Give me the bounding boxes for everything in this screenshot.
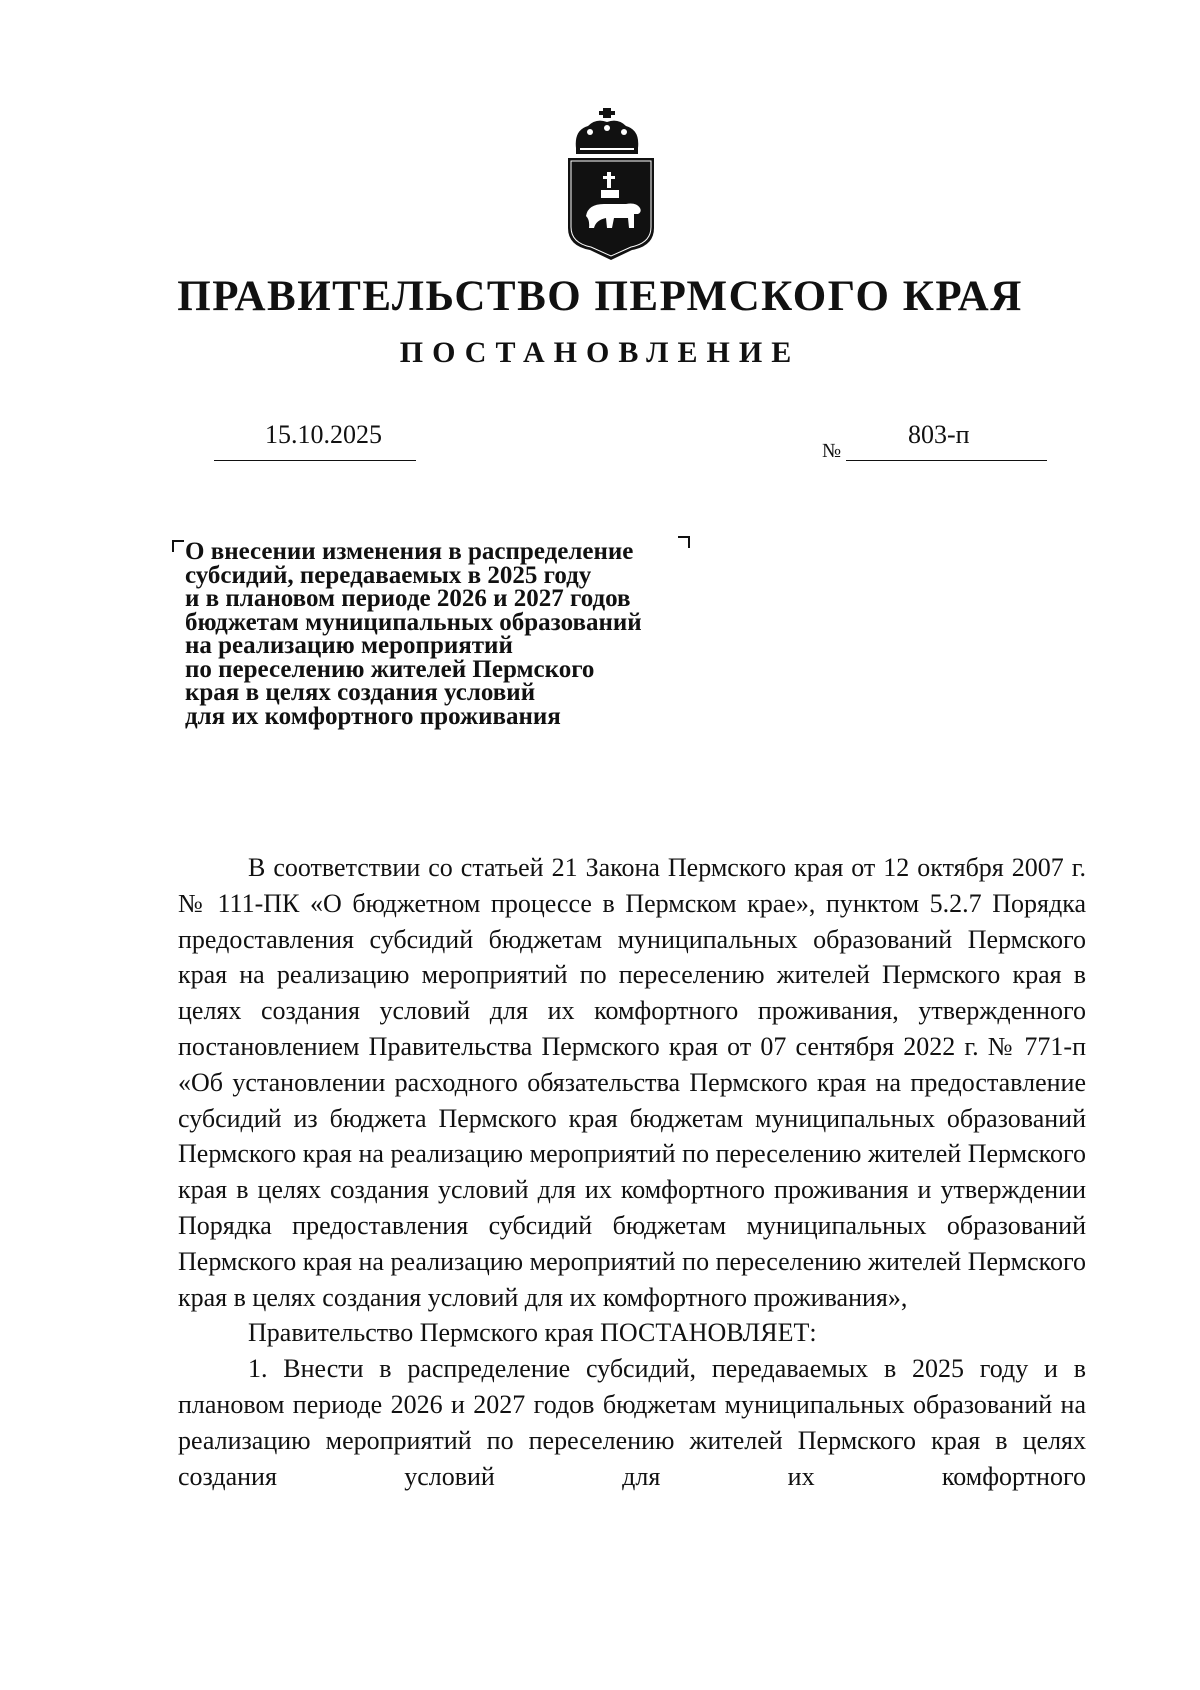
document-subject bbox=[185, 540, 705, 728]
item-1-paragraph: 1. Внести в распределение субсидий, передаваемых в 2025 году и в плановом периоде 2026 и 2027 годов бюджетам муниципальных образований на реализацию мероприятий по переселению жителей Пермского края в целях создания условий для их комфортного bbox=[178, 1354, 1086, 1491]
perm-krai-coat-of-arms-icon bbox=[566, 108, 656, 260]
subject-line: для их комфортного проживания bbox=[185, 702, 561, 730]
number-label: № bbox=[822, 440, 842, 462]
number-underline bbox=[846, 460, 1047, 461]
subject-corner-mark bbox=[172, 540, 184, 552]
government-title: ПРАВИТЕЛЬСТВО ПЕРМСКОГО КРАЯ bbox=[177, 273, 1023, 320]
subject-line: края в целях создания условий bbox=[185, 679, 536, 706]
subject-line: на реализацию мероприятий bbox=[185, 632, 513, 659]
subject-line: О внесении изменения в распределение bbox=[185, 538, 634, 565]
subject-line: по переселению жителей Пермского bbox=[185, 655, 595, 683]
preamble-paragraph: В соответствии со статьей 21 Закона Пермского края от 12 октября 2007 г. № 111-ПК «О бюджетном процессе в Пермском крае», пунктом 5.2.7 Порядка предоставления субсидий бюджетам муниципальных образований Пермского края на реализацию мероприятий по переселению жителей Пермского края в целях создания условий для их комфортного проживания, утвержденного постановлением Правительства Пермского края от 07 сентября 2022 г. № 771-п «Об установлении расходного обязательства Пермского края на предоставление субсидий из бюджета Пермского края бюджетам муниципальных образований Пермского края на реализацию мероприятий по переселению жителей Пермского края в целях создания условий для их комфортного проживания и утверждении Порядка предоставления субсидий бюджетам муниципальных образований Пермского края на реализацию мероприятий по переселению жителей Пермского края в целях создания условий для их комфортного проживания», bbox=[178, 853, 1086, 1312]
document-number: 803-п bbox=[908, 420, 970, 449]
date-underline bbox=[214, 460, 416, 461]
subject-line: бюджетам муниципальных образований bbox=[185, 608, 642, 636]
document-type: ПОСТАНОВЛЕНИЕ bbox=[399, 336, 801, 369]
document-date: 15.10.2025 bbox=[265, 420, 382, 449]
document-body bbox=[178, 850, 1086, 1494]
subject-line: и в плановом периоде 2026 и 2027 годов bbox=[185, 585, 631, 612]
subject-line: субсидий, передаваемых в 2025 году bbox=[185, 561, 592, 589]
resolves-paragraph: Правительство Пермского края ПОСТАНОВЛЯЕТ: bbox=[248, 1318, 817, 1348]
